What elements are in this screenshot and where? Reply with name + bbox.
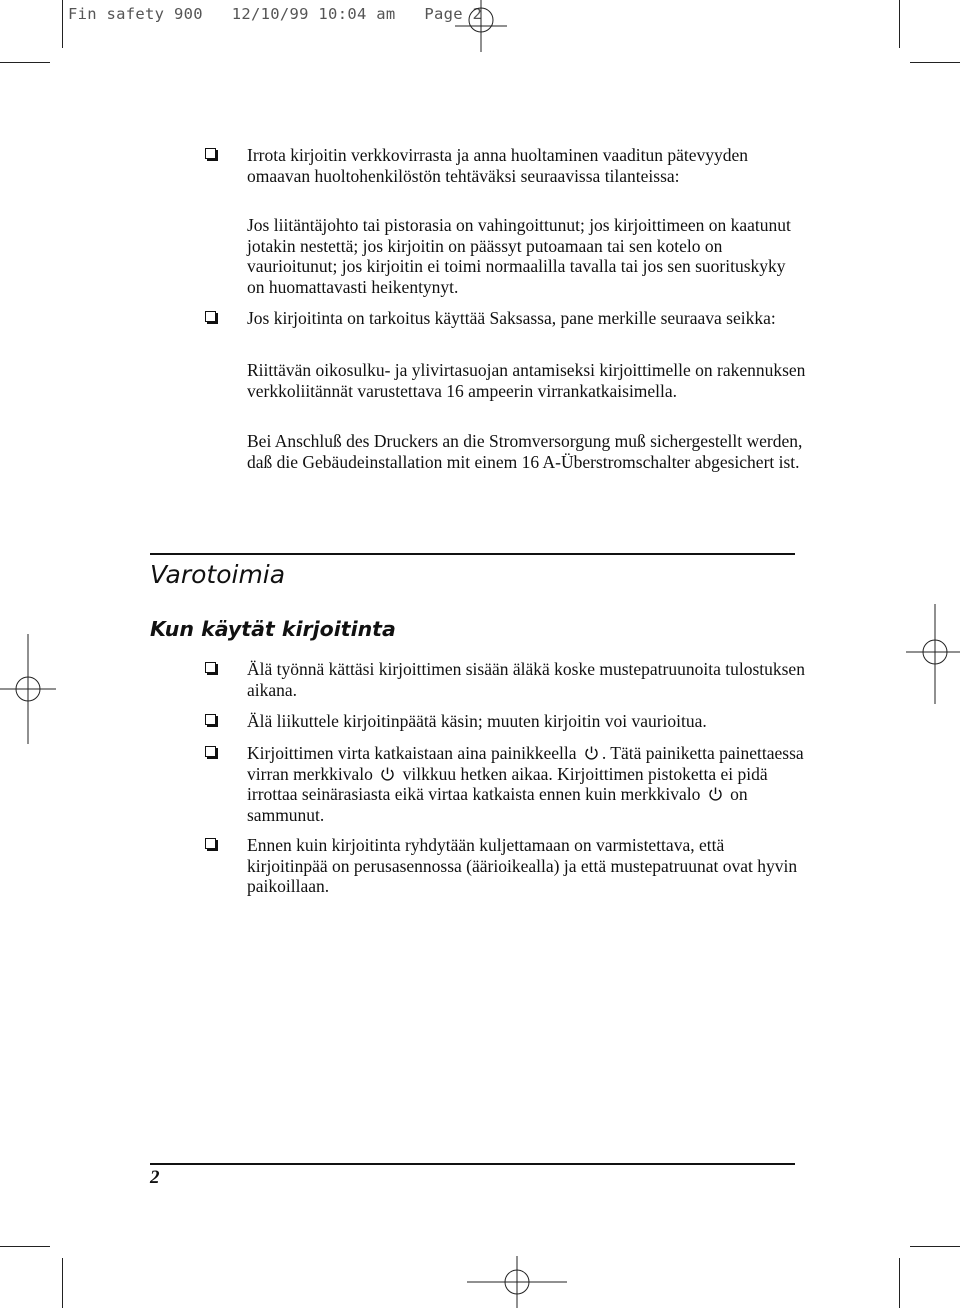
checkbox-bullet-icon <box>205 838 216 849</box>
page-number: 2 <box>150 1167 160 1188</box>
paragraph: Riittävän oikosulku- ja ylivirtasuojan antamiseksi kirjoittimelle on rakennuksen verkkoliitännät varustettava 16 ampeerin virrankatkaisimella. <box>247 360 806 401</box>
power-icon <box>380 766 395 782</box>
list-item-text: Irrota kirjoitin verkkovirrasta ja anna huoltaminen vaaditun pätevyyden omaavan huoltohenkilöstön tehtäväksi seuraavissa tilanteissa: <box>247 145 749 186</box>
text-segment: vilkkuu hetken aikaa. Kirjoittimen pistoketta ei pidä irrottaa seinärasiasta eikä virtaa katkaista ennen kuin merkkivalo <box>247 763 768 804</box>
crop-mark <box>0 1246 50 1247</box>
crop-mark <box>62 1258 63 1308</box>
paragraph: Bei Anschluß des Druckers an die Stromversorgung muß sichergestellt werden, daß die Gebäudeinstallation mit einem 16 A-Überstromschalter abgesichert ist. <box>247 431 803 472</box>
registration-mark-bottom <box>455 1256 575 1308</box>
checkbox-bullet-icon <box>205 714 216 725</box>
power-icon <box>584 745 599 761</box>
crop-mark <box>910 1246 960 1247</box>
crop-mark <box>899 1258 900 1308</box>
registration-mark-top <box>455 0 507 52</box>
registration-mark-left <box>0 634 56 744</box>
list-item-text: Älä liikuttele kirjoitinpäätä käsin; muuten kirjoitin voi vaurioitua. <box>247 711 707 731</box>
checkbox-bullet-icon <box>205 311 216 322</box>
registration-mark-right <box>906 604 960 704</box>
paragraph: Jos liitäntäjohto tai pistorasia on vahingoittunut; jos kirjoittimeen on kaatunut jotakin nestettä; jos kirjoitin on päässyt putoamaan tai sen kotelo on vaurioitunut; jos kirjoitin ei toimi normaalilla tavalla tai jos sen suorituskyky on huomattavasti heikentynyt. <box>247 215 791 297</box>
section-subtitle: Kun käytät kirjoitinta <box>150 617 396 641</box>
list-item-text <box>247 743 807 825</box>
section-title: Varotoimia <box>150 560 286 589</box>
text-segment: Kirjoittimen virta katkaistaan aina painikkeella <box>247 743 577 763</box>
checkbox-bullet-icon <box>205 746 216 757</box>
checkbox-bullet-icon <box>205 662 216 673</box>
section-rule <box>150 553 795 555</box>
checkbox-bullet-icon <box>205 148 216 159</box>
crop-mark <box>910 62 960 63</box>
list-item-text: Ennen kuin kirjoitinta ryhdytään kuljettamaan on varmistettava, että kirjoitinpää on perusasennossa (äärioikealla) ja että mustepatruunat ovat hyvin paikoillaan. <box>247 835 798 896</box>
crop-mark <box>62 0 63 48</box>
print-header: Fin safety 900 12/10/99 10:04 am Page 2 <box>68 5 483 23</box>
crop-mark <box>0 62 50 63</box>
list-item-text: Jos kirjoitinta on tarkoitus käyttää Saksassa, pane merkille seuraava seikka: <box>247 308 776 328</box>
list-item-text: Älä työnnä kättäsi kirjoittimen sisään äläkä koske mustepatruunoita tulostuksen aikana. <box>247 659 805 700</box>
text-segment: on sammunut. <box>247 784 748 825</box>
text-segment: . Tätä painiketta painettaessa virran merkkivalo <box>247 743 804 784</box>
footer-rule <box>150 1163 795 1165</box>
power-icon <box>708 786 723 802</box>
crop-mark <box>899 0 900 48</box>
